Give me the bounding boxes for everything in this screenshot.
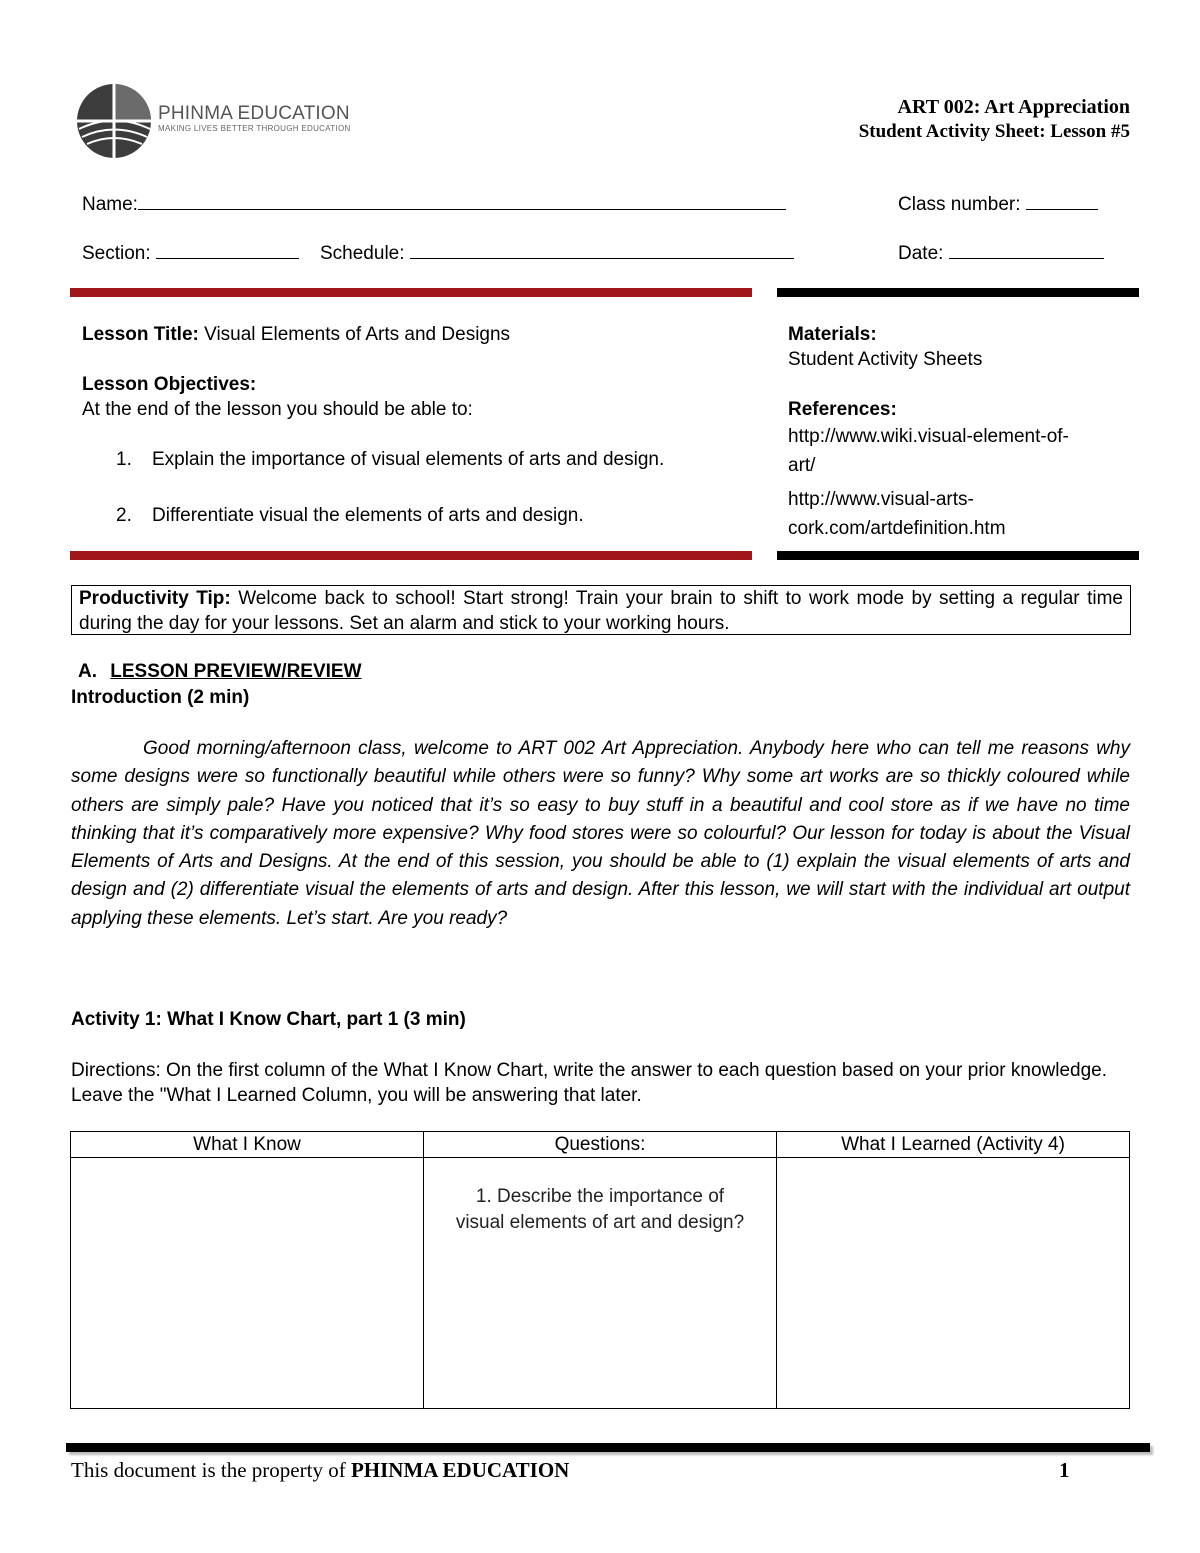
reference-2-line-1: http://www.visual-arts- bbox=[788, 489, 974, 510]
tip-text: Welcome back to school! Start strong! Train your brain to shift to work mode by setting a regular time during the day for your lessons. Set an alarm and stick to your working hours. bbox=[79, 588, 1123, 634]
lesson-title bbox=[82, 322, 510, 347]
what-i-know-chart bbox=[70, 1131, 1130, 1409]
black-divider-top bbox=[777, 288, 1139, 297]
red-divider-bottom bbox=[70, 551, 752, 560]
activity-1-heading: Activity 1: What I Know Chart, part 1 (3 min) bbox=[71, 1009, 466, 1030]
intro-paragraph bbox=[71, 735, 1130, 933]
section-a-heading bbox=[78, 661, 362, 683]
objective-number: 1. bbox=[116, 449, 132, 470]
logo-name: PHINMA EDUCATION bbox=[158, 103, 350, 124]
footer-text bbox=[71, 1458, 569, 1483]
footer-owner: PHINMA EDUCATION bbox=[350, 1458, 570, 1482]
section-label: Section: bbox=[82, 243, 151, 264]
what-i-learned-answer-cell[interactable] bbox=[777, 1158, 1130, 1409]
reference-link-2[interactable] bbox=[788, 485, 1006, 543]
objective-text: Explain the importance of visual elements of arts and design. bbox=[152, 449, 665, 470]
objectives-intro: At the end of the lesson you should be able to: bbox=[82, 399, 473, 420]
header-what-i-learned: What I Learned (Activity 4) bbox=[777, 1132, 1130, 1158]
tip-label: Productivity Tip: bbox=[79, 588, 231, 609]
reference-1-line-2: art/ bbox=[788, 455, 816, 476]
footer-prefix: This document is the property of bbox=[71, 1458, 351, 1482]
objective-text: Differentiate visual the elements of arts and design. bbox=[152, 505, 584, 526]
black-divider-bottom bbox=[777, 551, 1139, 560]
productivity-tip-box bbox=[71, 585, 1131, 635]
objective-item-1 bbox=[116, 447, 665, 472]
date-label: Date: bbox=[898, 243, 944, 264]
section-field bbox=[82, 240, 299, 265]
question-1-line-1: 1. Describe the importance of bbox=[475, 1186, 725, 1207]
reference-2-line-2: cork.com/artdefinition.htm bbox=[788, 518, 1006, 539]
date-input-line[interactable] bbox=[949, 240, 1104, 259]
red-divider-top bbox=[70, 288, 752, 297]
header-what-i-know: What I Know bbox=[71, 1132, 424, 1158]
name-label: Name: bbox=[82, 194, 138, 215]
section-a-letter: A. bbox=[78, 661, 97, 682]
class-number-field bbox=[898, 191, 1098, 216]
name-field bbox=[82, 191, 786, 216]
what-i-know-answer-cell[interactable] bbox=[71, 1158, 424, 1409]
schedule-input-line[interactable] bbox=[410, 240, 794, 259]
reference-1-line-1: http://www.wiki.visual-element-of- bbox=[788, 426, 1069, 447]
header-questions: Questions: bbox=[424, 1132, 777, 1158]
page-number: 1 bbox=[1059, 1458, 1070, 1482]
footer-divider bbox=[66, 1443, 1150, 1452]
logo-tagline: MAKING LIVES BETTER THROUGH EDUCATION bbox=[158, 124, 351, 133]
class-number-label: Class number: bbox=[898, 194, 1021, 215]
objectives-label: Lesson Objectives: bbox=[82, 374, 257, 395]
objective-item-2 bbox=[116, 503, 584, 528]
objective-number: 2. bbox=[116, 505, 132, 526]
sheet-title: Student Activity Sheet: Lesson #5 bbox=[858, 121, 1130, 142]
section-input-line[interactable] bbox=[156, 240, 299, 259]
materials-value: Student Activity Sheets bbox=[788, 349, 983, 370]
activity-1-directions: Directions: On the first column of the What I Know Chart, write the answer to each question based on your prior knowledge. Leave the "What I Learned Column, you will be answering that later. bbox=[71, 1060, 1108, 1106]
class-number-input-line[interactable] bbox=[1026, 191, 1098, 210]
materials-label: Materials: bbox=[788, 324, 877, 345]
lesson-title-label: Lesson Title: bbox=[82, 324, 199, 345]
table-row bbox=[71, 1158, 1130, 1409]
reference-link-1[interactable] bbox=[788, 422, 1069, 480]
question-1-line-2: visual elements of art and design? bbox=[455, 1212, 745, 1233]
course-title: ART 002: Art Appreciation bbox=[897, 96, 1130, 118]
intro-text: Good morning/afternoon class, welcome to ART 002 Art Appreciation. Anybody here who can tell me reasons why some designs were so functionally beautiful while others were so funny? Why some art works are so thickly coloured while others are simply pale? Have you noticed that it’s so easy to buy stuff in a beautiful and cool store as if we have no time thinking that it’s comparatively more expensive? Why food stores were so colourful? Our lesson for today is about the Visual Elements of Arts and Designs. At the end of this session, you should be able to (1) explain the visual elements of arts and design and (2) differentiate visual the elements of arts and design. After this lesson, we will start with the individual art output applying these elements. Let’s start. Are you ready? bbox=[71, 738, 1130, 929]
lesson-title-text: Visual Elements of Arts and Designs bbox=[204, 324, 511, 345]
schedule-field bbox=[320, 240, 794, 265]
intro-heading: Introduction (2 min) bbox=[71, 687, 250, 708]
question-cell bbox=[424, 1158, 777, 1409]
references-label: References: bbox=[788, 399, 897, 420]
name-input-line[interactable] bbox=[138, 191, 786, 210]
section-a-title: LESSON PREVIEW/REVIEW bbox=[110, 661, 362, 682]
date-field bbox=[898, 240, 1104, 265]
schedule-label: Schedule: bbox=[320, 243, 405, 264]
